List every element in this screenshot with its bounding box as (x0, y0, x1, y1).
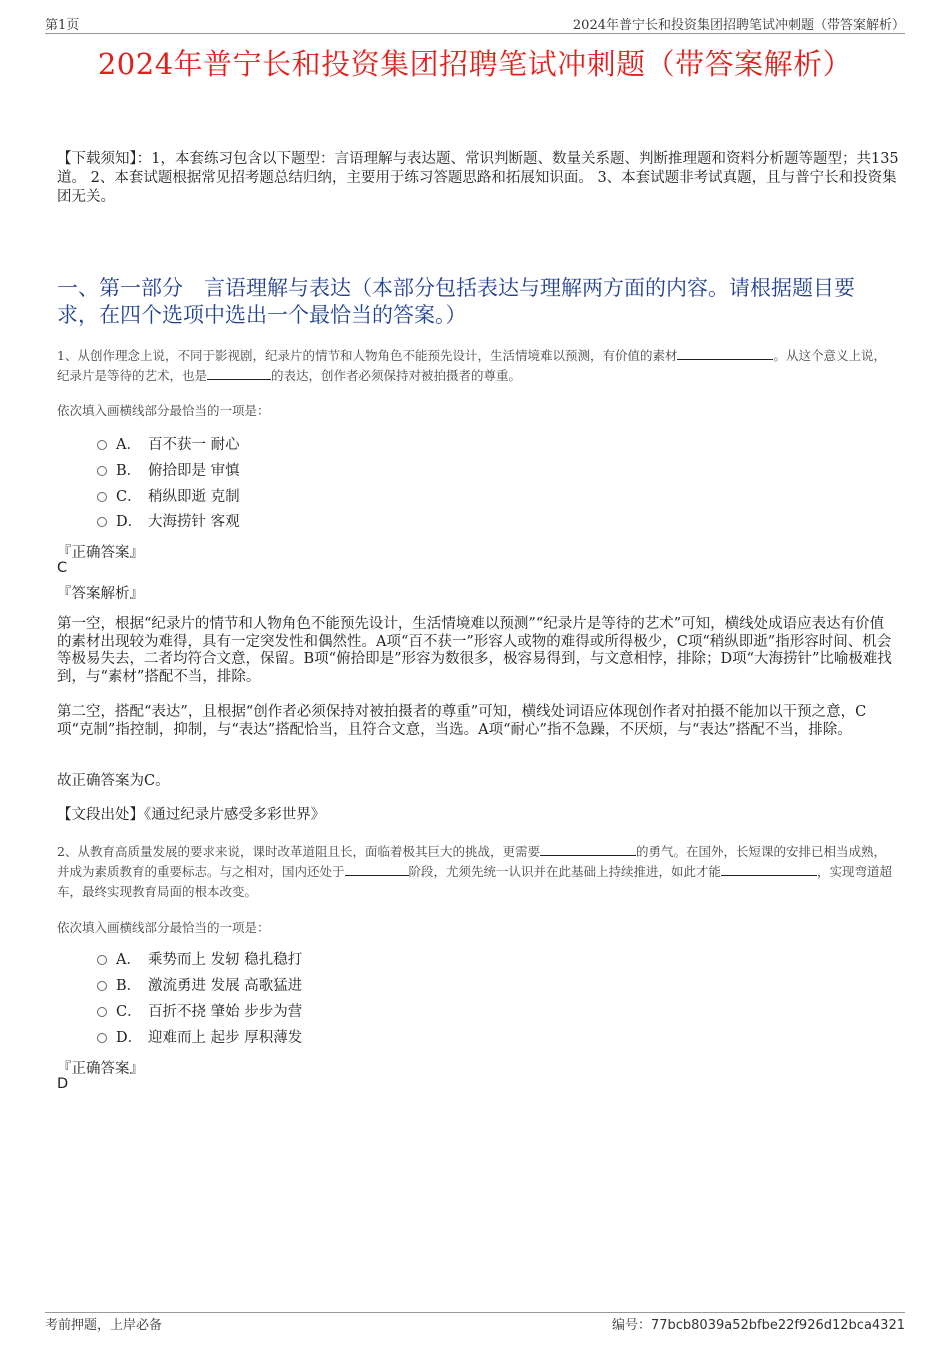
q1-option-b[interactable] (97, 461, 240, 481)
option-text: 百不获一 耐心 (148, 437, 240, 453)
option-text: 百折不挠 肇始 步步为营 (148, 1004, 303, 1020)
page-number: 第1页 (45, 18, 80, 33)
q1-stem-part-a: 1、从创作理念上说，不同于影视剧，纪录片的情节和人物角色不能预先设计，生活情境难以预测，有价值的素材 (57, 348, 678, 363)
q2-stem-part-c: 阶段，尤须先统一认识并在此基础上持续推进，如此才能 (408, 864, 722, 879)
option-text: 乘势而上 发轫 稳扎稳打 (148, 952, 303, 968)
radio-icon[interactable] (97, 1033, 107, 1043)
q2-stem-part-d: ，实现弯道超车，最终实现教育局面的根本改变。 (57, 864, 893, 899)
option-text: 俯拾即是 审慎 (148, 463, 240, 479)
q1-blank-2 (207, 366, 271, 380)
q1-answer-label: 『正确答案』 (57, 545, 144, 561)
radio-icon[interactable] (97, 955, 107, 965)
option-letter: B． (116, 463, 142, 479)
option-letter: D． (116, 1030, 143, 1046)
q2-option-c[interactable] (97, 1002, 302, 1022)
radio-icon[interactable] (97, 492, 107, 502)
q1-conclusion: 故正确答案为C。 (57, 773, 170, 789)
section-heading: 一、第一部分 言语理解与表达（本部分包括表达与理解两方面的内容。请根据题目要求，在四个选项中选出一个最恰当的答案。） (57, 276, 855, 327)
radio-icon[interactable] (97, 517, 107, 527)
option-letter: A． (116, 437, 141, 453)
q2-blank-2 (345, 862, 409, 876)
option-text: 迎难而上 起步 厚积薄发 (148, 1030, 303, 1046)
radio-icon[interactable] (97, 440, 107, 450)
q1-analysis-label: 『答案解析』 (57, 586, 144, 602)
q2-answer-label: 『正确答案』 (57, 1061, 144, 1077)
radio-icon[interactable] (97, 466, 107, 476)
q1-answer: C (57, 560, 68, 576)
radio-icon[interactable] (97, 981, 107, 991)
question-2-stem (57, 842, 893, 902)
q2-blank-1 (540, 842, 636, 856)
option-letter: B． (116, 978, 142, 994)
footer-serial (612, 1314, 905, 1333)
q2-blank-3 (721, 862, 817, 876)
q1-prompt: 依次填入画横线部分最恰当的一项是： (57, 403, 270, 418)
serial-label: 编号： (611, 1318, 651, 1333)
q1-option-a[interactable] (97, 435, 240, 455)
q2-option-b[interactable] (97, 976, 302, 996)
q2-prompt: 依次填入画横线部分最恰当的一项是： (57, 920, 270, 935)
header-doc-title: 2024年普宁长和投资集团招聘笔试冲刺题（带答案解析） (572, 18, 905, 33)
q2-option-d[interactable] (97, 1028, 302, 1048)
document-title: 2024年普宁长和投资集团招聘笔试冲刺题（带答案解析） (97, 47, 853, 81)
serial-value: 77bcb8039a52bfbe22f926d12bca4321 (650, 1318, 905, 1333)
q1-source: 【文段出处】《通过纪录片感受多彩世界》 (57, 807, 326, 823)
option-letter: C． (116, 1004, 142, 1020)
q1-stem-part-b: 。从这个意义上说，纪录片是等待的艺术，也是 (57, 348, 886, 383)
option-text: 激流勇进 发展 高歌猛进 (148, 978, 303, 994)
q1-stem-part-c: 的表达，创作者必须保持对被拍摄者的尊重。 (271, 368, 522, 383)
option-letter: A． (116, 952, 141, 968)
q1-option-d[interactable] (97, 512, 240, 532)
footer-divider (45, 1312, 905, 1313)
option-letter: D． (116, 514, 143, 530)
q2-answer: D (57, 1076, 69, 1092)
q1-analysis-paragraph-2: 第二空，搭配“表达”，且根据“创作者必须保持对被拍摄者的尊重”可知，横线处词语应体现创作者对拍摄不能加以干预之意，C项“克制”指控制，抑制，与“表达”搭配恰当，且符合文意，当选。A项“耐心”指不急躁，不厌烦，与“表达”搭配不当，排除。 (57, 704, 867, 738)
option-letter: C． (116, 489, 142, 505)
header-divider (45, 33, 905, 34)
footer-slogan: 考前押题，上岸必备 (45, 1318, 163, 1333)
q1-option-c[interactable] (97, 487, 240, 507)
q2-option-a[interactable] (97, 950, 302, 970)
radio-icon[interactable] (97, 1007, 107, 1017)
option-text: 稍纵即逝 克制 (148, 489, 240, 505)
question-1-stem (57, 346, 893, 386)
download-notice: 【下载须知】：1，本套练习包含以下题型：言语理解与表达题、常识判断题、数量关系题、判断推理题和资料分析题等题型；共135道。 2、本套试题根据常见招考题总结归纳，主要用于练习答题思路和拓展知识面。 3、本套试题非考试真题，且与普宁长和投资集团无关。 (57, 151, 899, 205)
q1-analysis-paragraph-1: 第一空，根据“纪录片的情节和人物角色不能预先设计，生活情境难以预测”“纪录片是等待的艺术”可知，横线处成语应表达有价值的素材出现较为难得，具有一定突发性和偶然性。A项“百不获一”形容人或物的难得或所得极少，C项“稍纵即逝”指形容时间、机会等极易失去，二者均符合文意，保留。B项“俯拾即是”形容为数很多，极容易得到，与文意相悖，排除；D项“大海捞针”比喻极难找到，与“素材”搭配不当，排除。 (57, 616, 892, 685)
option-text: 大海捞针 客观 (148, 514, 240, 530)
q2-stem-part-b: 的勇气。在国外，长短课的安排已相当成熟，并成为素质教育的重要标志。与之相对，国内还处于 (57, 844, 886, 879)
q2-stem-part-a: 2、从教育高质量发展的要求来说，课时改革道阻且长，面临着极其巨大的挑战，更需要 (57, 844, 540, 859)
q1-blank-1 (677, 346, 773, 360)
